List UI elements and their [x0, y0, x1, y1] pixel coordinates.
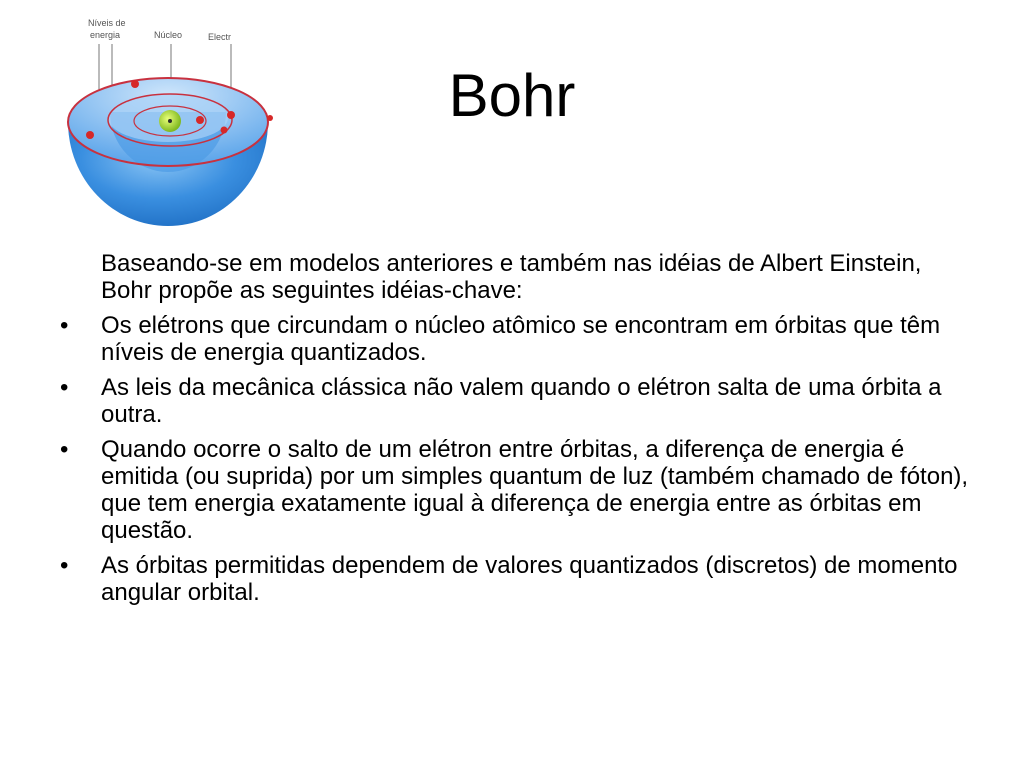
slide-title: Bohr: [448, 62, 576, 129]
label-electron: Electr: [208, 32, 232, 42]
list-item: [55, 552, 975, 606]
intro-paragraph: Baseando-se em modelos anteriores e também nas idéias de Albert Einstein, Bohr propõe as seguintes idéias-chave:: [101, 250, 922, 304]
label-energy-levels-line1: Níveis de: [88, 18, 126, 28]
bullet-text: As órbitas permitidas dependem de valores quantizados (discretos) de momento angular orbital.: [101, 552, 958, 606]
bullet-dot: •: [60, 374, 69, 401]
slide-body: [55, 250, 975, 614]
list-item: [55, 436, 975, 544]
bullet-dot: •: [60, 312, 69, 339]
list-item: [55, 312, 975, 366]
bullet-dot: •: [60, 552, 69, 579]
label-nucleus: Núcleo: [154, 30, 183, 40]
bullet-dot: •: [60, 436, 69, 463]
bullet-text: Quando ocorre o salto de um elétron entre órbitas, a diferença de energia é emitida (ou suprida) por um simples quantum de luz (também chamado de fóton), que tem energia exatamente igual à diferença de energia entre as órbitas em questão.: [101, 436, 969, 544]
bullet-text: As leis da mecânica clássica não valem quando o elétron salta de uma órbita a outra.: [101, 374, 942, 428]
label-energy-levels-line2: energia: [90, 30, 121, 40]
list-item: [55, 374, 975, 428]
bullet-text: Os elétrons que circundam o núcleo atômico se encontram em órbitas que têm níveis de energia quantizados.: [101, 312, 941, 366]
bullet-list: [55, 312, 975, 606]
